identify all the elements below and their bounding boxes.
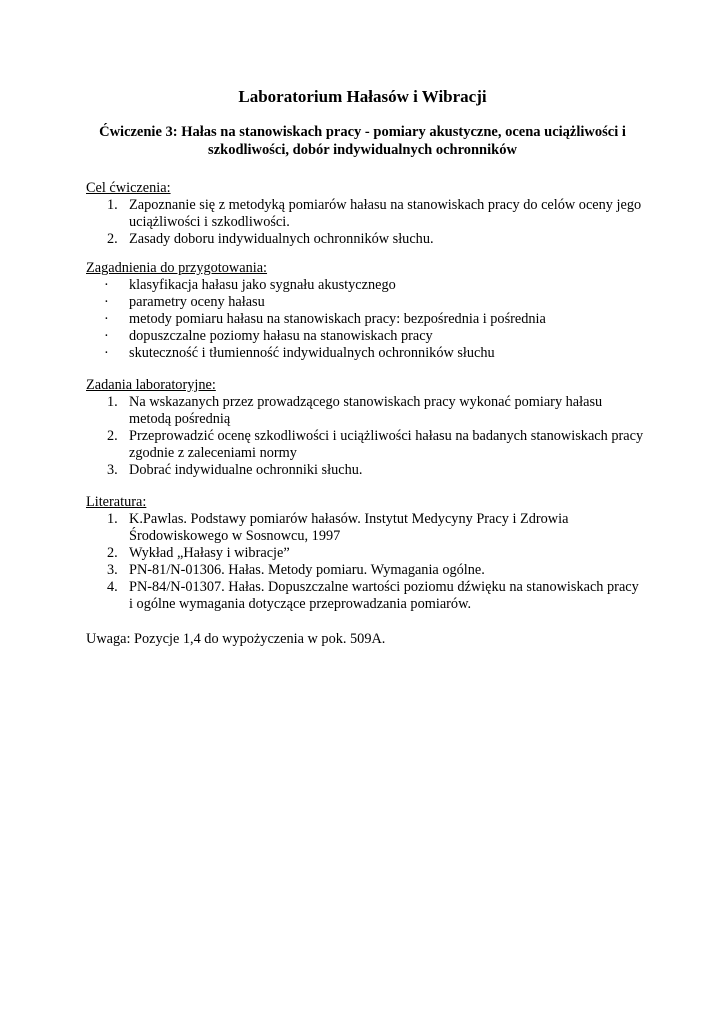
document-subtitle: Ćwiczenie 3: Hałas na stanowiskach pracy - pomiary akustyczne, ocena uciążliwości i szkodliwości, dobór indywidualnych ochronników — [99, 124, 626, 158]
list-item-text: Zasady doboru indywidualnych ochronników słuchu. — [129, 231, 434, 247]
list-item-text: K.Pawlas. Podstawy pomiarów hałasów. Instytut Medycyny Pracy i Zdrowia Środowiskowego w Sosnowcu, 1997 — [129, 511, 569, 544]
goal-section — [86, 180, 646, 248]
list-item — [86, 462, 646, 479]
list-item — [86, 294, 646, 311]
list-item-text: Zapoznanie się z metodyką pomiarów hałasu na stanowiskach pracy do celów oceny jego uciążliwości i szkodliwości. — [129, 197, 642, 230]
list-item-text: klasyfikacja hałasu jako sygnału akustycznego — [129, 277, 396, 293]
list-item-text: metody pomiaru hałasu na stanowiskach pracy: bezpośrednia i pośrednia — [129, 311, 546, 327]
tasks-list — [86, 394, 646, 479]
list-marker: 1. — [107, 197, 118, 213]
list-item-text: PN-84/N-01307. Hałas. Dopuszczalne wartości poziomu dźwięku na stanowiskach pracy i ogólne wymagania dotyczące przeprowadzania pomiarów. — [129, 579, 639, 612]
list-item — [86, 345, 646, 362]
goal-heading: Cel ćwiczenia: — [86, 180, 171, 196]
list-marker: 3. — [107, 562, 118, 578]
list-marker: 4. — [107, 579, 118, 595]
list-item — [86, 394, 646, 428]
tasks-heading: Zadania laboratoryjne: — [86, 377, 216, 393]
list-marker: 2. — [107, 545, 118, 561]
list-item-text: Przeprowadzić ocenę szkodliwości i uciążliwości hałasu na badanych stanowiskach pracy zgodnie z zaleceniami normy — [129, 428, 644, 461]
list-marker: 3. — [107, 462, 118, 478]
list-marker: 2. — [107, 231, 118, 247]
list-item — [86, 579, 646, 613]
list-item — [86, 197, 646, 231]
list-marker: 1. — [107, 511, 118, 527]
bullet-icon: · — [104, 311, 109, 327]
bullet-icon: · — [104, 345, 109, 361]
note-text: Uwaga: Pozycje 1,4 do wypożyczenia w pok. 509A. — [86, 631, 386, 647]
list-item — [86, 328, 646, 345]
list-marker: 2. — [107, 428, 118, 444]
bullet-icon: · — [104, 328, 109, 344]
list-item-text: PN-81/N-01306. Hałas. Metody pomiaru. Wymagania ogólne. — [129, 562, 485, 578]
literature-heading: Literatura: — [86, 494, 147, 510]
list-item-text: Dobrać indywidualne ochronniki słuchu. — [129, 462, 363, 478]
prep-heading: Zagadnienia do przygotowania: — [86, 260, 268, 276]
prep-section — [86, 260, 646, 362]
goal-list — [86, 197, 646, 248]
bullet-icon: · — [104, 277, 109, 293]
literature-list — [86, 511, 646, 613]
tasks-section — [86, 377, 646, 479]
literature-section — [86, 494, 646, 613]
list-marker: 1. — [107, 394, 118, 410]
list-item — [86, 511, 646, 545]
list-item-text: Na wskazanych przez prowadzącego stanowiskach pracy wykonać pomiary hałasu metodą pośrednią — [129, 394, 603, 427]
list-item-text: dopuszczalne poziomy hałasu na stanowiskach pracy — [129, 328, 433, 344]
list-item — [86, 545, 646, 562]
list-item — [86, 311, 646, 328]
list-item — [86, 231, 646, 248]
list-item — [86, 428, 646, 462]
list-item-text: skuteczność i tłumienność indywidualnych ochronników słuchu — [129, 345, 495, 361]
list-item-text: parametry oceny hałasu — [129, 294, 265, 310]
list-item — [86, 562, 646, 579]
list-item-text: Wykład „Hałasy i wibracje” — [129, 545, 290, 561]
prep-list — [86, 277, 646, 362]
bullet-icon: · — [104, 294, 109, 310]
document-title: Laboratorium Hałasów i Wibracji — [238, 87, 487, 106]
list-item — [86, 277, 646, 294]
